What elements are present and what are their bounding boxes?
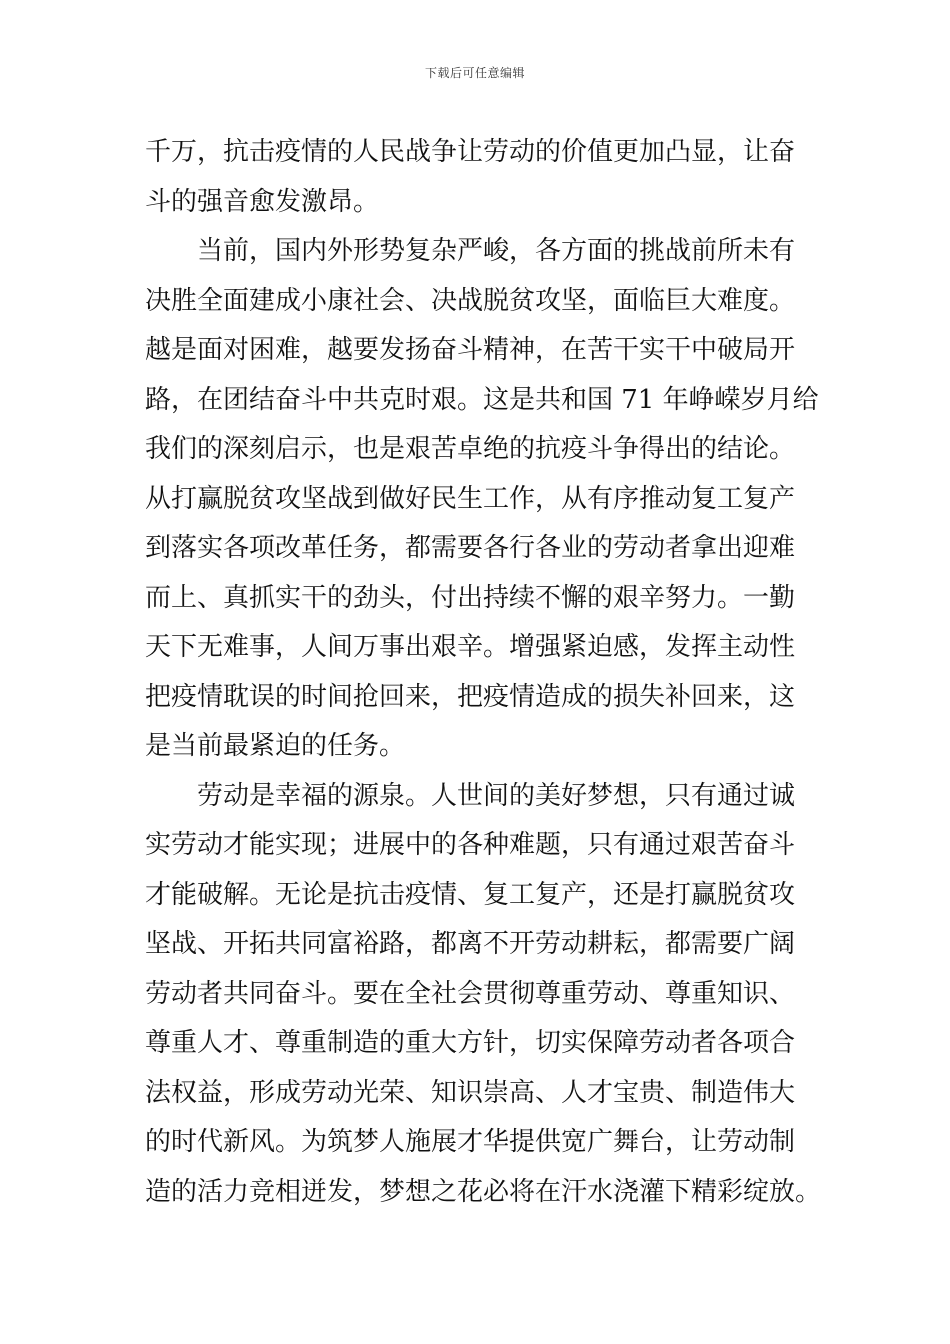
text-line: 天下无难事，人间万事出艰辛。增强紧迫感，发挥主动性	[145, 632, 796, 662]
text-line: 坚战、开拓共同富裕路，都离不开劳动耕耘，都需要广阔	[145, 929, 796, 959]
paragraph	[145, 227, 819, 772]
text-line: 到落实各项改革任务，都需要各行各业的劳动者拿出迎难	[145, 533, 796, 563]
text-line: 我们的深刻启示，也是艰苦卓绝的抗疫斗争得出的结论。	[145, 434, 796, 464]
text-line: 路，在团结奋斗中共克时艰。这是共和国 71 年峥嵘岁月给	[145, 384, 819, 415]
paragraph	[145, 772, 822, 1218]
text-line: 是当前最紧迫的任务。	[145, 731, 406, 761]
text-line: 从打赢脱贫攻坚战到做好民生工作，从有序推动复工复产	[145, 483, 796, 514]
text-line: 千万，抗击疫情的人民战争让劳动的价值更加凸显，让奋	[145, 137, 796, 167]
text-line: 尊重人才、尊重制造的重大方针，切实保障劳动者各项合	[145, 1028, 796, 1058]
text-line: 越是面对困难，越要发扬奋斗精神，在苦干实干中破局开	[145, 335, 796, 365]
text-line: 把疫情耽误的时间抢回来，把疫情造成的损失补回来，这	[145, 681, 796, 712]
paragraph	[145, 128, 810, 227]
text-line: 而上、真抓实干的劲头，付出持续不懈的艰辛努力。一勤	[145, 582, 796, 613]
text-line: 决胜全面建成小康社会、决战脱贫攻坚，面临巨大难度。	[145, 285, 796, 316]
text-line: 劳动者共同奋斗。要在全社会贯彻尊重劳动、尊重知识、	[145, 978, 796, 1009]
page-header: 下载后可任意编辑	[424, 66, 525, 80]
text-line: 造的活力竞相迸发，梦想之花必将在汗水浇灌下精彩绽放。	[145, 1176, 822, 1207]
text-line: 当前，国内外形势复杂严峻，各方面的挑战前所未有	[197, 236, 796, 266]
text-line: 的时代新风。为筑梦人施展才华提供宽广舞台，让劳动制	[145, 1127, 796, 1157]
text-line: 实劳动才能实现；进展中的各种难题，只有通过艰苦奋斗	[145, 830, 796, 860]
text-line: 劳动是幸福的源泉。人世间的美好梦想，只有通过诚	[197, 780, 796, 811]
text-line: 才能破解。无论是抗击疫情、复工复产，还是打赢脱贫攻	[145, 879, 796, 910]
text-line: 斗的强音愈发激昂。	[145, 186, 380, 217]
text-line: 法权益，形成劳动光荣、知识崇高、人才宝贵、制造伟大	[145, 1077, 796, 1108]
body-text	[145, 128, 822, 1217]
